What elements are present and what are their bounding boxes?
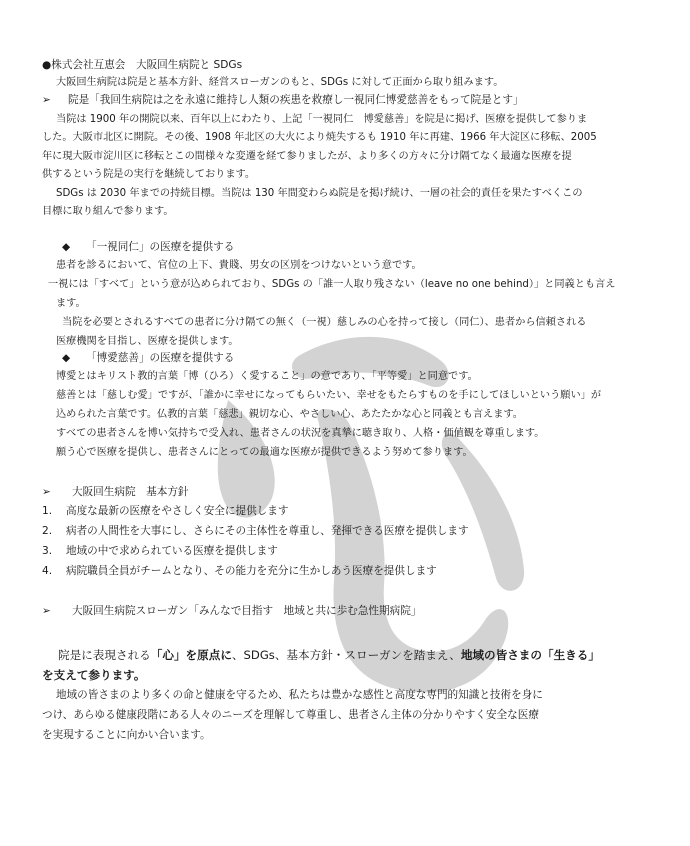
closing-text: 、SDGs、基本方針・スローガンを踏まえ、 [231, 648, 461, 662]
history-line: 年に現大阪市淀川区に移転とこの間様々な変遷を経て参りましたが、より多くの方々に分け隔てなく最適な医療を提 [42, 151, 572, 162]
diamond-bullet-icon: ◆ [62, 352, 71, 364]
document-heading: ●株式会社互恵会 大阪回生病院と SDGs [42, 59, 243, 71]
closing-emphasis: 地域の皆さまの「生きる」 [460, 648, 600, 662]
intro-text: 大阪回生病院は院是と基本方針、経営スローガンのもと、SDGs に対して正面から取り組みます。 [56, 77, 504, 88]
diamond-bullet-icon: ◆ [62, 241, 71, 253]
hakuai-line: 博愛とはキリスト教的言葉「博（ひろ）く愛すること」の意であり、「平等愛」と同意です。 [56, 371, 478, 382]
policy-item-number: 2. [42, 525, 53, 537]
isshi-line: 患者を診るにおいて、官位の上下、貴賤、男女の区別をつけないという意です。 [56, 260, 422, 271]
section-hakuai-title: 「博愛慈善」の医療を提供する [86, 352, 235, 364]
policy-item-number: 4. [42, 565, 53, 577]
policy-heading [42, 485, 652, 500]
closing-text: 院是に表現される [58, 648, 151, 662]
slogan-text: 大阪回生病院スローガン「みんなで目指す 地域と共に歩む急性期病院」 [72, 605, 422, 617]
policy-title: 大阪回生病院 基本方針 [72, 486, 189, 498]
isshi-line: 当院を必要とされるすべての患者に分け隔ての無く（一視）慈しみの心を持って接し（同仁）、患者から信頼される [62, 317, 587, 328]
section-hakuai-heading [62, 351, 672, 366]
section-isshi-title: 「一視同仁」の医療を提供する [86, 241, 235, 253]
history-line: した。大阪市北区に開院。その後、1908 年北区の大火により焼失するも 1910 年に再建、1966 年大淀区に移転、2005 [42, 132, 597, 143]
policy-item [42, 544, 652, 559]
arrow-bullet-icon: ➢ [42, 486, 51, 498]
isshi-line: ます。 [56, 298, 86, 309]
policy-item-text: 病者の人間性を大事にし、さらにその主体性を尊重し、発揮できる医療を提供します [66, 525, 469, 537]
closing-paragraph-line: を実現することに向かい合います。 [42, 729, 211, 741]
policy-item [42, 564, 652, 579]
hakuai-line: 願う心で医療を提供し、患者さんにとっての最適な医療が提供できるよう努めて参ります。 [56, 447, 473, 458]
closing-paragraph-line: つけ、あらゆる健康段階にある人々のニーズを理解して尊重し、患者さん主体の分かりやすく安全な医療 [42, 709, 539, 721]
policy-item [42, 504, 652, 519]
closing-paragraph-line: 地域の皆さまのより多くの命と健康を守るため、私たちは豊かな感性と高度な専門的知識と技術を身に [56, 689, 543, 701]
arrow-bullet-icon: ➢ [42, 94, 51, 106]
motto-text: 院是「我回生病院は之を永遠に維持し人類の疾患を救療し一視同仁博愛慈善をもって院是とす」 [68, 94, 524, 106]
closing-emphasis: を支えて参ります。 [42, 668, 146, 682]
isshi-line: 医療機関を目指し、医療を提供します。 [56, 336, 239, 347]
policy-item-text: 病院職員全員がチームとなり、その能力を充分に生かしあう医療を提供します [66, 565, 437, 577]
policy-item-number: 1. [42, 505, 53, 517]
hakuai-line: 慈善とは「慈しむ愛」ですが、「誰かに幸せになってもらいたい、幸せをもたらすものを手にしてほしいという願い」が [56, 390, 602, 401]
history-line: 当院は 1900 年の開院以来、百年以上にわたり、上記「一視同仁 博愛慈善」を院是に掲げ、医療を提供して参りま [56, 114, 588, 125]
policy-item-number: 3. [42, 545, 53, 557]
hakuai-line: 込められた言葉です。仏教的言葉「慈悲」親切な心、やさしい心、あたたかな心と同義とも言えます。 [56, 409, 523, 420]
policy-item-text: 高度な最新の医療をやさしく安全に提供します [66, 505, 289, 517]
section-isshi-heading [62, 240, 672, 255]
sdgs-goal-line: SDGs は 2030 年までの持続目標。当院は 130 年間変わらぬ院是を掲げ続け、一層の社会的責任を果たすべくこの [56, 188, 583, 199]
policy-item-text: 地域の中で求められている医療を提供します [66, 545, 278, 557]
policy-item [42, 524, 652, 539]
closing-emphasis: 「心」を原点に [150, 648, 232, 662]
motto-line [42, 93, 652, 108]
closing-line-1 [58, 646, 668, 664]
history-line: 供するという院是の実行を継続しております。 [42, 169, 256, 180]
sdgs-goal-line: 目標に取り組んで参ります。 [42, 206, 174, 217]
isshi-line: 一視には「すべて」という意が込められており、SDGs の「誰一人取り残さない（leave no one behind）」と同義とも言え [48, 279, 616, 290]
slogan-line [42, 604, 652, 619]
arrow-bullet-icon: ➢ [42, 605, 51, 617]
hakuai-line: すべての患者さんを博い気持ちで受入れ、患者さんの状況を真摯に聴き取り、人格・価値観を尊重します。 [56, 428, 545, 439]
